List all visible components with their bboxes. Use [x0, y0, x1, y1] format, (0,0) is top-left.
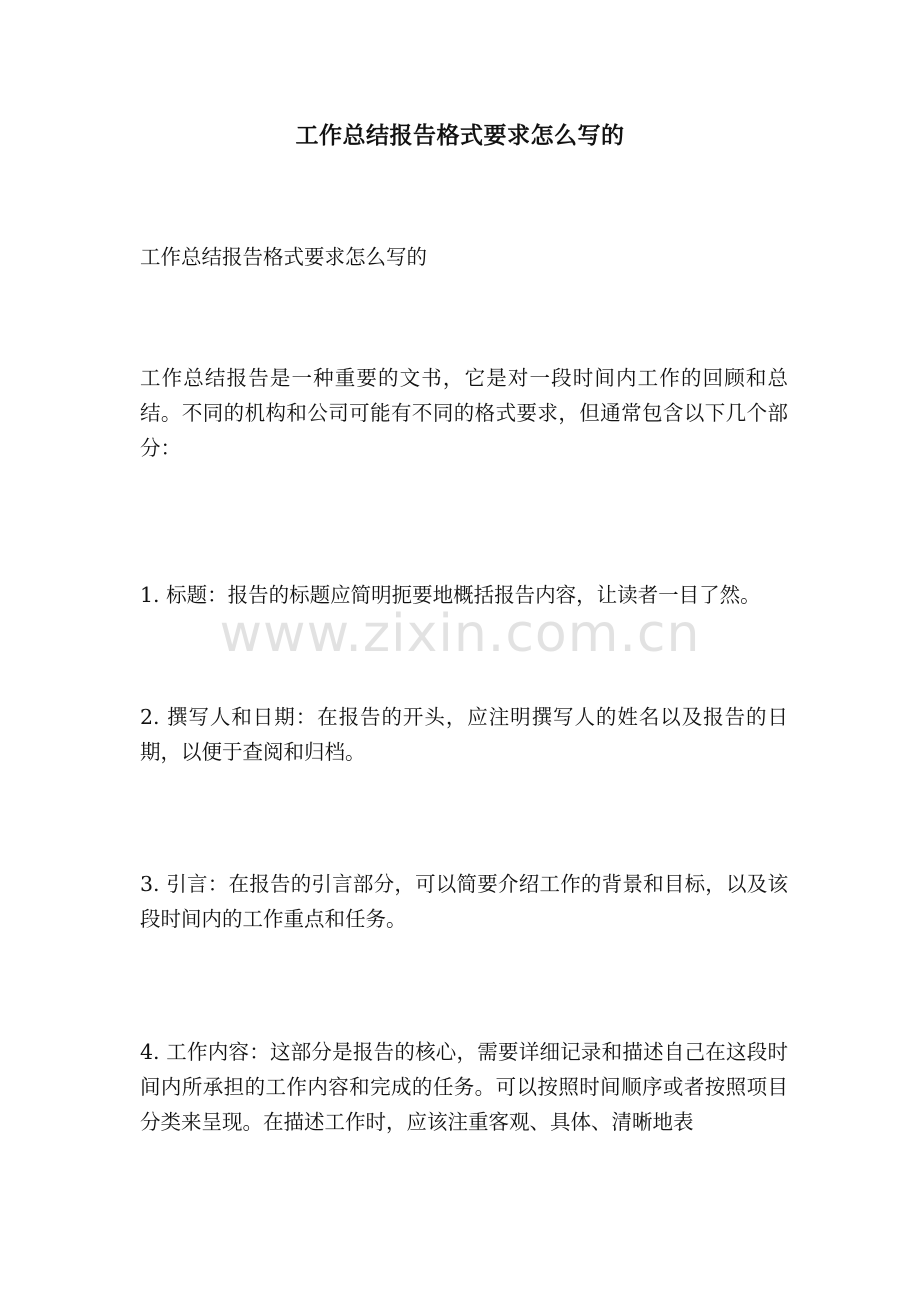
intro-paragraph: 工作总结报告是一种重要的文书，它是对一段时间内工作的回顾和总结。不同的机构和公司可能有不同的格式要求，但通常包含以下几个部分：: [140, 366, 788, 460]
list-item-title: 1. 标题：报告的标题应简明扼要地概括报告内容，让读者一目了然。: [140, 583, 761, 607]
list-item-author-date: 2. 撰写人和日期：在报告的开头，应注明撰写人的姓名以及报告的日期，以便于查阅和归档。: [140, 705, 788, 764]
document-subtitle: 工作总结报告格式要求怎么写的: [140, 245, 427, 269]
list-item-work-content: 4. 工作内容：这部分是报告的核心，需要详细记录和描述自己在这段时间内所承担的工作内容和完成的任务。可以按照时间顺序或者按照项目分类来呈现。在描述工作时，应该注重客观、具体、清晰地表: [140, 1040, 788, 1134]
list-item-introduction: 3. 引言：在报告的引言部分，可以简要介绍工作的背景和目标，以及该段时间内的工作重点和任务。: [140, 872, 788, 931]
document-title: 工作总结报告格式要求怎么写的: [295, 122, 625, 149]
watermark-text: www.zixin.com.cn: [219, 604, 701, 664]
